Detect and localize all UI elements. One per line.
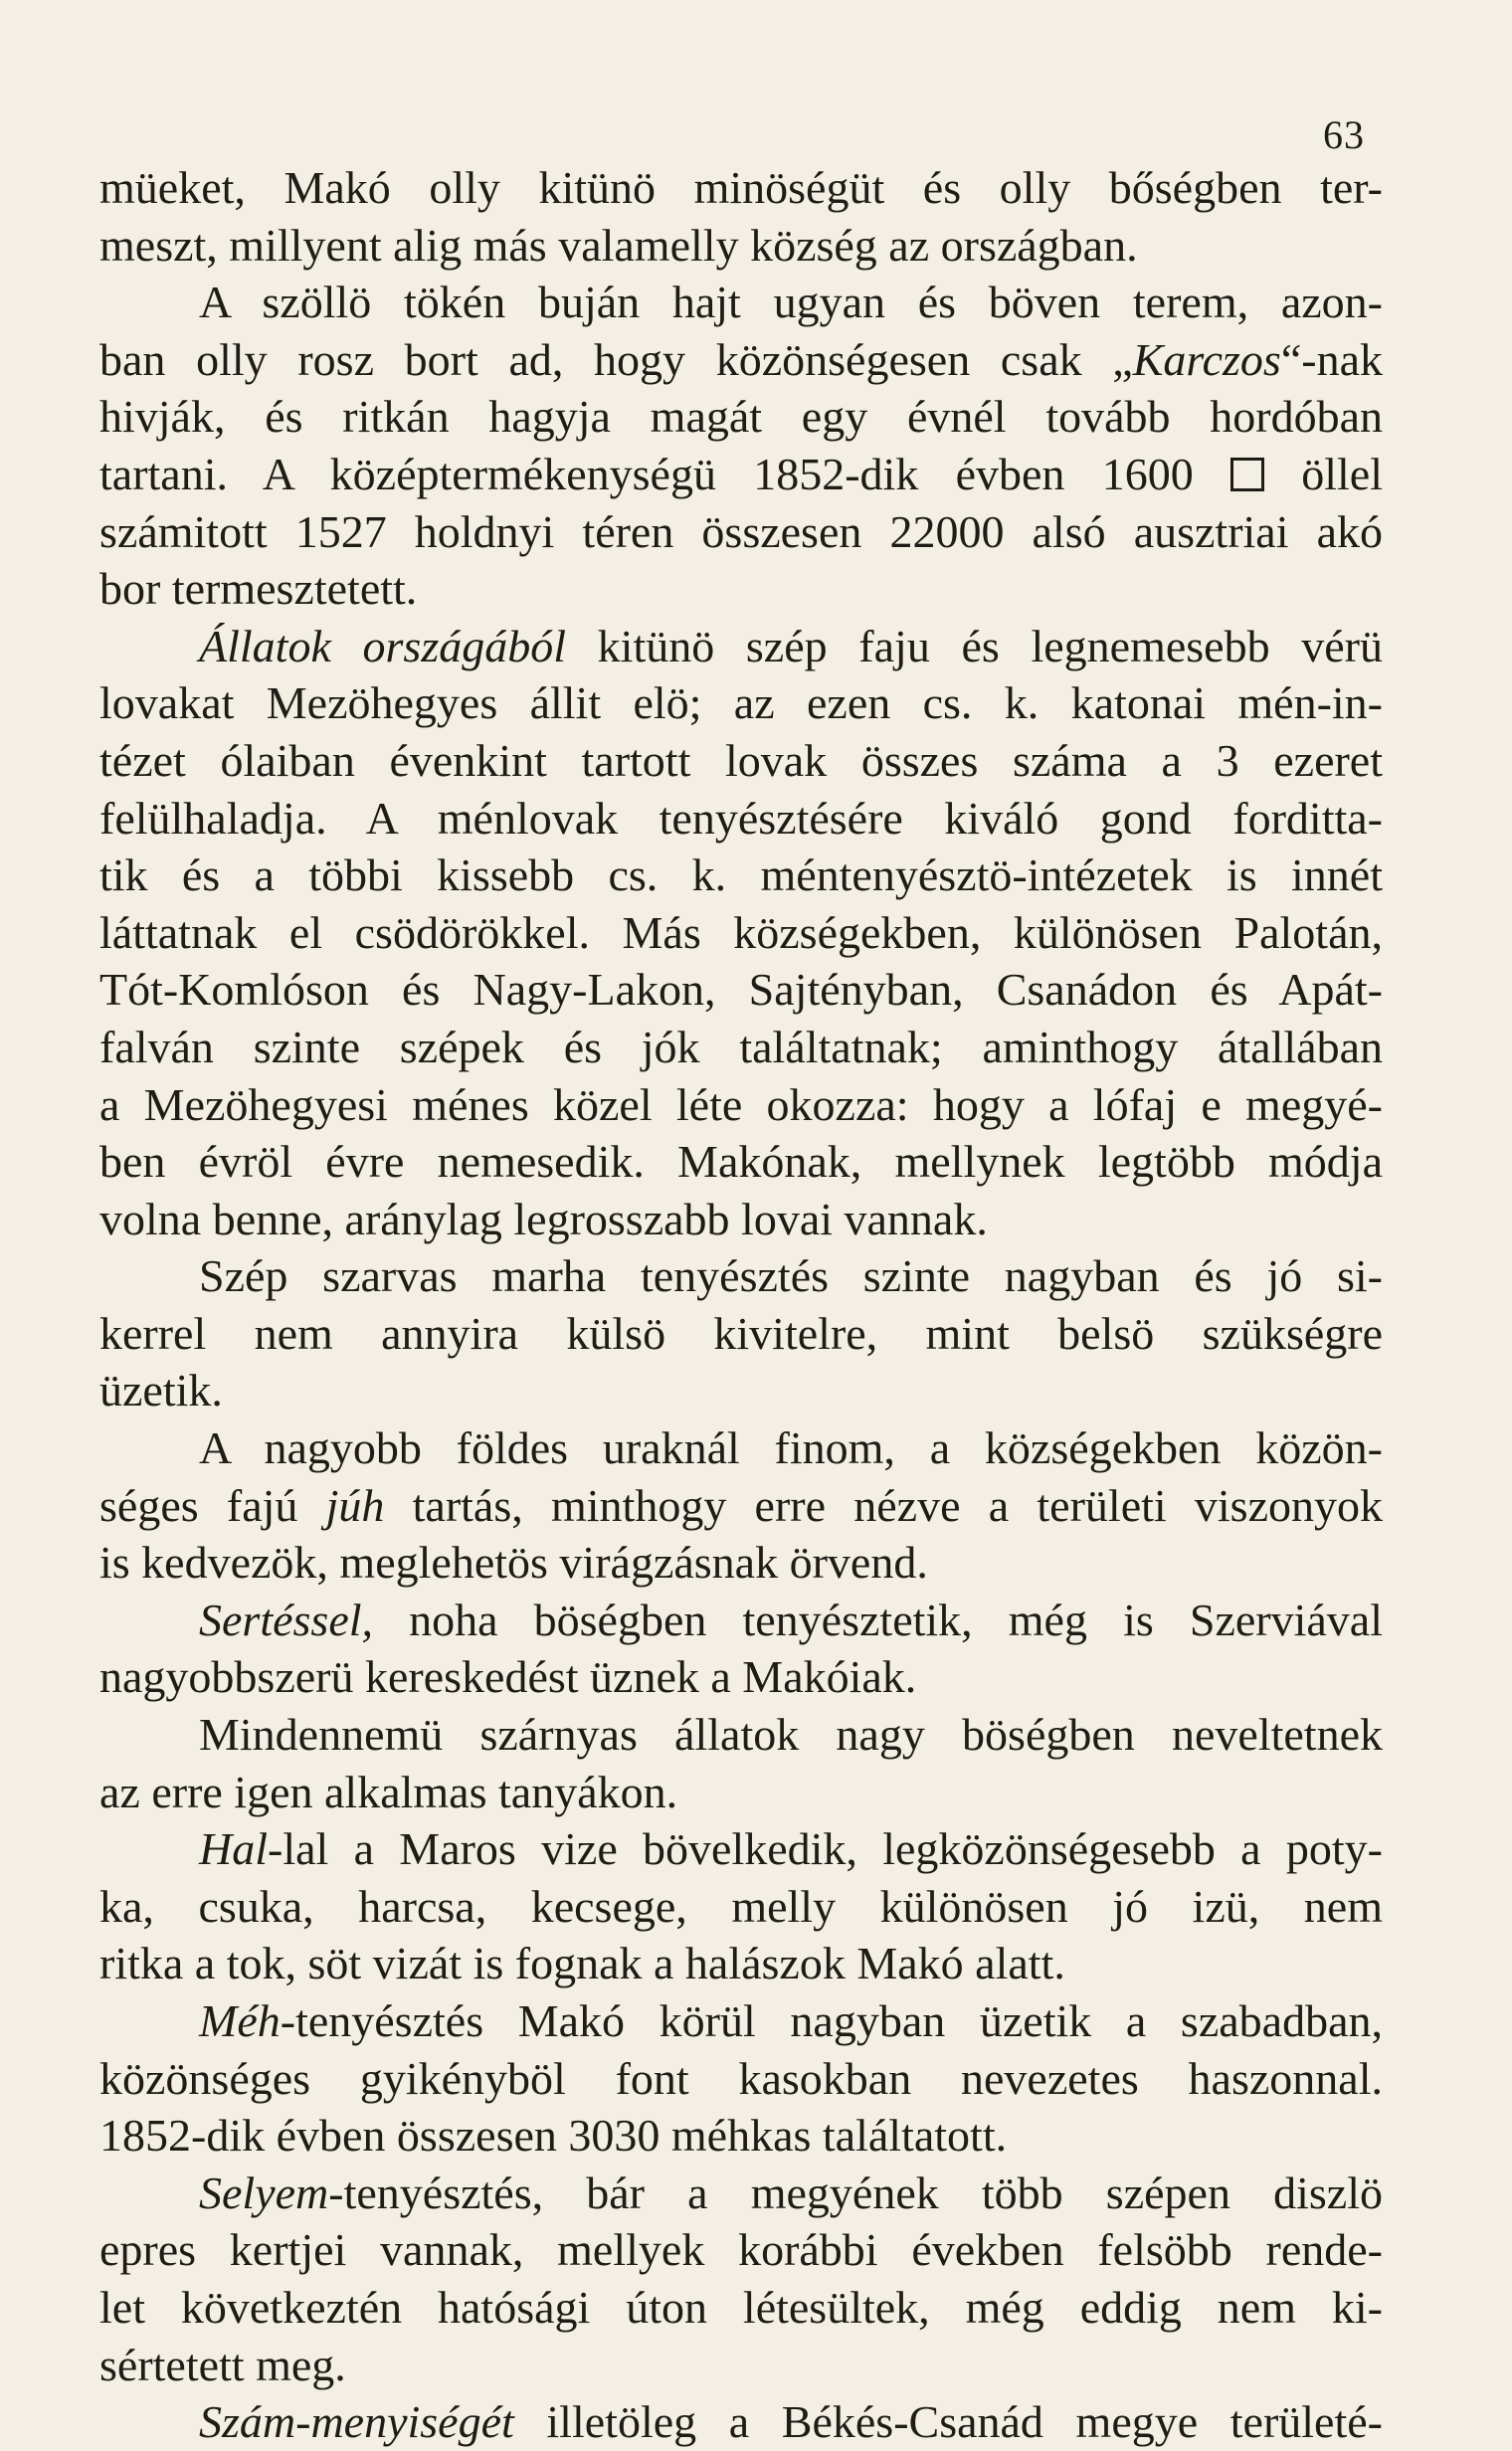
italic-term: Selyem	[199, 2167, 329, 2218]
text-run: falván szinte szépek és jók találtatnak; aminthogy átallában	[99, 1021, 1383, 1072]
text-run: üzetik.	[99, 1365, 223, 1416]
text-run: Tót-Komlóson és Nagy-Lakon, Sajtényban, Csanádon és Apát-	[99, 964, 1383, 1016]
italic-term: Állatok országából	[199, 620, 567, 671]
text-line	[99, 1935, 1383, 1992]
text-run: let következtén hatósági úton létesültek, még eddig nem ki-	[99, 2281, 1383, 2333]
text-line	[99, 1592, 1383, 1649]
text-line	[99, 274, 1383, 331]
text-run: láttatnak el csödörökkel. Más községekben, különösen Palotán,	[99, 906, 1383, 958]
text-line	[99, 1419, 1383, 1477]
text-run: kitünö szép faju és legnemesebb vérü	[566, 620, 1384, 671]
text-run: séges fajú	[99, 1479, 326, 1531]
text-line	[99, 1133, 1383, 1191]
text-run: -tenyésztés Makó körül nagyban üzetik a szabadban,	[280, 1995, 1383, 2046]
text-line	[99, 2393, 1383, 2451]
text-line	[99, 618, 1383, 675]
text-run: felülhaladja. A ménlovak tenyésztésére kiváló gond forditta-	[99, 792, 1383, 844]
text-run: -tenyésztés, bár a megyének több szépen diszlö	[328, 2167, 1383, 2218]
text-run: a Mezöhegyesi ménes közel léte okozza: hogy a lófaj e megyé-	[99, 1078, 1383, 1130]
text-line	[99, 1820, 1383, 1878]
text-run: 1852-dik évben összesen 3030 méhkas találtatott.	[99, 2110, 1008, 2162]
text-line	[99, 503, 1383, 561]
text-run: ban olly rosz bort ad, hogy közönségesen csak „	[99, 333, 1133, 385]
text-line	[99, 1076, 1383, 1134]
text-run: illetöleg a Békés-Csanád megye területé-	[513, 2396, 1383, 2448]
text-line	[99, 732, 1383, 790]
text-run: Mindennemü szárnyas állatok nagy böségben neveltetnek	[199, 1709, 1383, 1761]
text-line	[99, 1305, 1383, 1363]
text-run: bor termesztetett.	[99, 563, 418, 615]
page-number: 63	[1323, 112, 1365, 157]
text-run: -lal a Maros vize bövelkedik, legközönségesebb a poty-	[268, 1823, 1383, 1875]
text-line	[99, 2279, 1383, 2337]
text-run: volna benne, aránylag legrosszabb lovai vannak.	[99, 1193, 988, 1244]
text-line	[99, 2107, 1383, 2165]
text-run: öllel	[1263, 448, 1383, 499]
italic-term: Szám-menyiségét	[199, 2396, 514, 2448]
text-line	[99, 790, 1383, 848]
text-run: noha böségben tenyésztetik, még is Szerviával	[373, 1594, 1383, 1645]
text-run: sértetett meg.	[99, 2339, 346, 2390]
text-line	[99, 2165, 1383, 2222]
italic-term: Méh	[199, 1995, 281, 2046]
text-run: A nagyobb földes uraknál finom, a községekben közön-	[199, 1422, 1383, 1474]
text-line	[99, 961, 1383, 1019]
text-line	[99, 904, 1383, 962]
italic-term: Sertéssel,	[199, 1594, 374, 1645]
text-line	[99, 1362, 1383, 1419]
italic-term: Hal	[199, 1823, 268, 1875]
text-run: ben évröl évre nemesedik. Makónak, mellynek legtöbb módja	[99, 1136, 1383, 1188]
text-line	[99, 560, 1383, 618]
text-run: tézet ólaiban évenkint tartott lovak összes száma a 3 ezeret	[99, 734, 1383, 786]
text-line	[99, 1648, 1383, 1706]
text-run: tik és a többi kissebb cs. k. méntenyésztö-intézetek is innét	[99, 849, 1383, 901]
text-line	[99, 159, 1383, 217]
text-line	[99, 1191, 1383, 1248]
text-run: tartani. A középtermékenységü 1852-dik évben 1600	[99, 448, 1230, 499]
text-run: kerrel nem annyira külsö kivitelre, mint belsö szükségre	[99, 1307, 1383, 1359]
italic-term: Karczos	[1132, 333, 1281, 385]
text-run: meszt, millyent alig más valamelly község az országban.	[99, 219, 1138, 271]
text-run: ritka a tok, söt vizát is fognak a halászok Makó alatt.	[99, 1938, 1065, 1989]
text-line	[99, 1247, 1383, 1305]
text-line	[99, 1706, 1383, 1764]
text-run: A szöllö tökén buján hajt ugyan és böven terem, azon-	[199, 277, 1383, 328]
text-line	[99, 2050, 1383, 2108]
text-line	[99, 1477, 1383, 1535]
text-run: nagyobbszerü kereskedést üznek a Makóiak.	[99, 1651, 917, 1703]
text-run: ka, csuka, harcsa, kecsege, melly különösen jó izü, nem	[99, 1880, 1383, 1932]
square-unit-icon	[1230, 458, 1264, 491]
text-line	[99, 217, 1383, 275]
body-text	[99, 159, 1383, 2451]
text-run: tartás, minthogy erre nézve a területi viszonyok	[384, 1479, 1384, 1531]
text-line	[99, 2221, 1383, 2279]
text-line	[99, 388, 1383, 446]
text-run: Szép szarvas marha tenyésztés szinte nagyban és jó si-	[199, 1250, 1383, 1302]
text-line	[99, 1878, 1383, 1936]
text-line	[99, 674, 1383, 732]
text-line	[99, 1764, 1383, 1821]
text-line	[99, 1019, 1383, 1076]
text-run: hivják, és ritkán hagyja magát egy évnél tovább hordóban	[99, 391, 1383, 443]
text-line	[99, 446, 1383, 503]
text-line	[99, 1992, 1383, 2050]
text-run: müeket, Makó olly kitünö minöségüt és olly bőségben ter-	[99, 162, 1383, 213]
text-line	[99, 1534, 1383, 1592]
text-line	[99, 331, 1383, 389]
text-run: epres kertjei vannak, mellyek korábbi években felsöbb rende-	[99, 2224, 1383, 2276]
text-run: számitott 1527 holdnyi téren összesen 22000 alsó ausztriai akó	[99, 505, 1383, 557]
text-run: közönséges gyikényböl font kasokban nevezetes haszonnal.	[99, 2052, 1383, 2104]
italic-term: júh	[325, 1479, 385, 1531]
text-line	[99, 847, 1383, 904]
text-run: is kedvezök, meglehetös virágzásnak örvend.	[99, 1537, 928, 1589]
text-run: lovakat Mezöhegyes állit elö; az ezen cs. k. katonai mén-in-	[99, 677, 1383, 729]
text-run: az erre igen alkalmas tanyákon.	[99, 1766, 678, 1817]
text-run: “-nak	[1280, 333, 1383, 385]
